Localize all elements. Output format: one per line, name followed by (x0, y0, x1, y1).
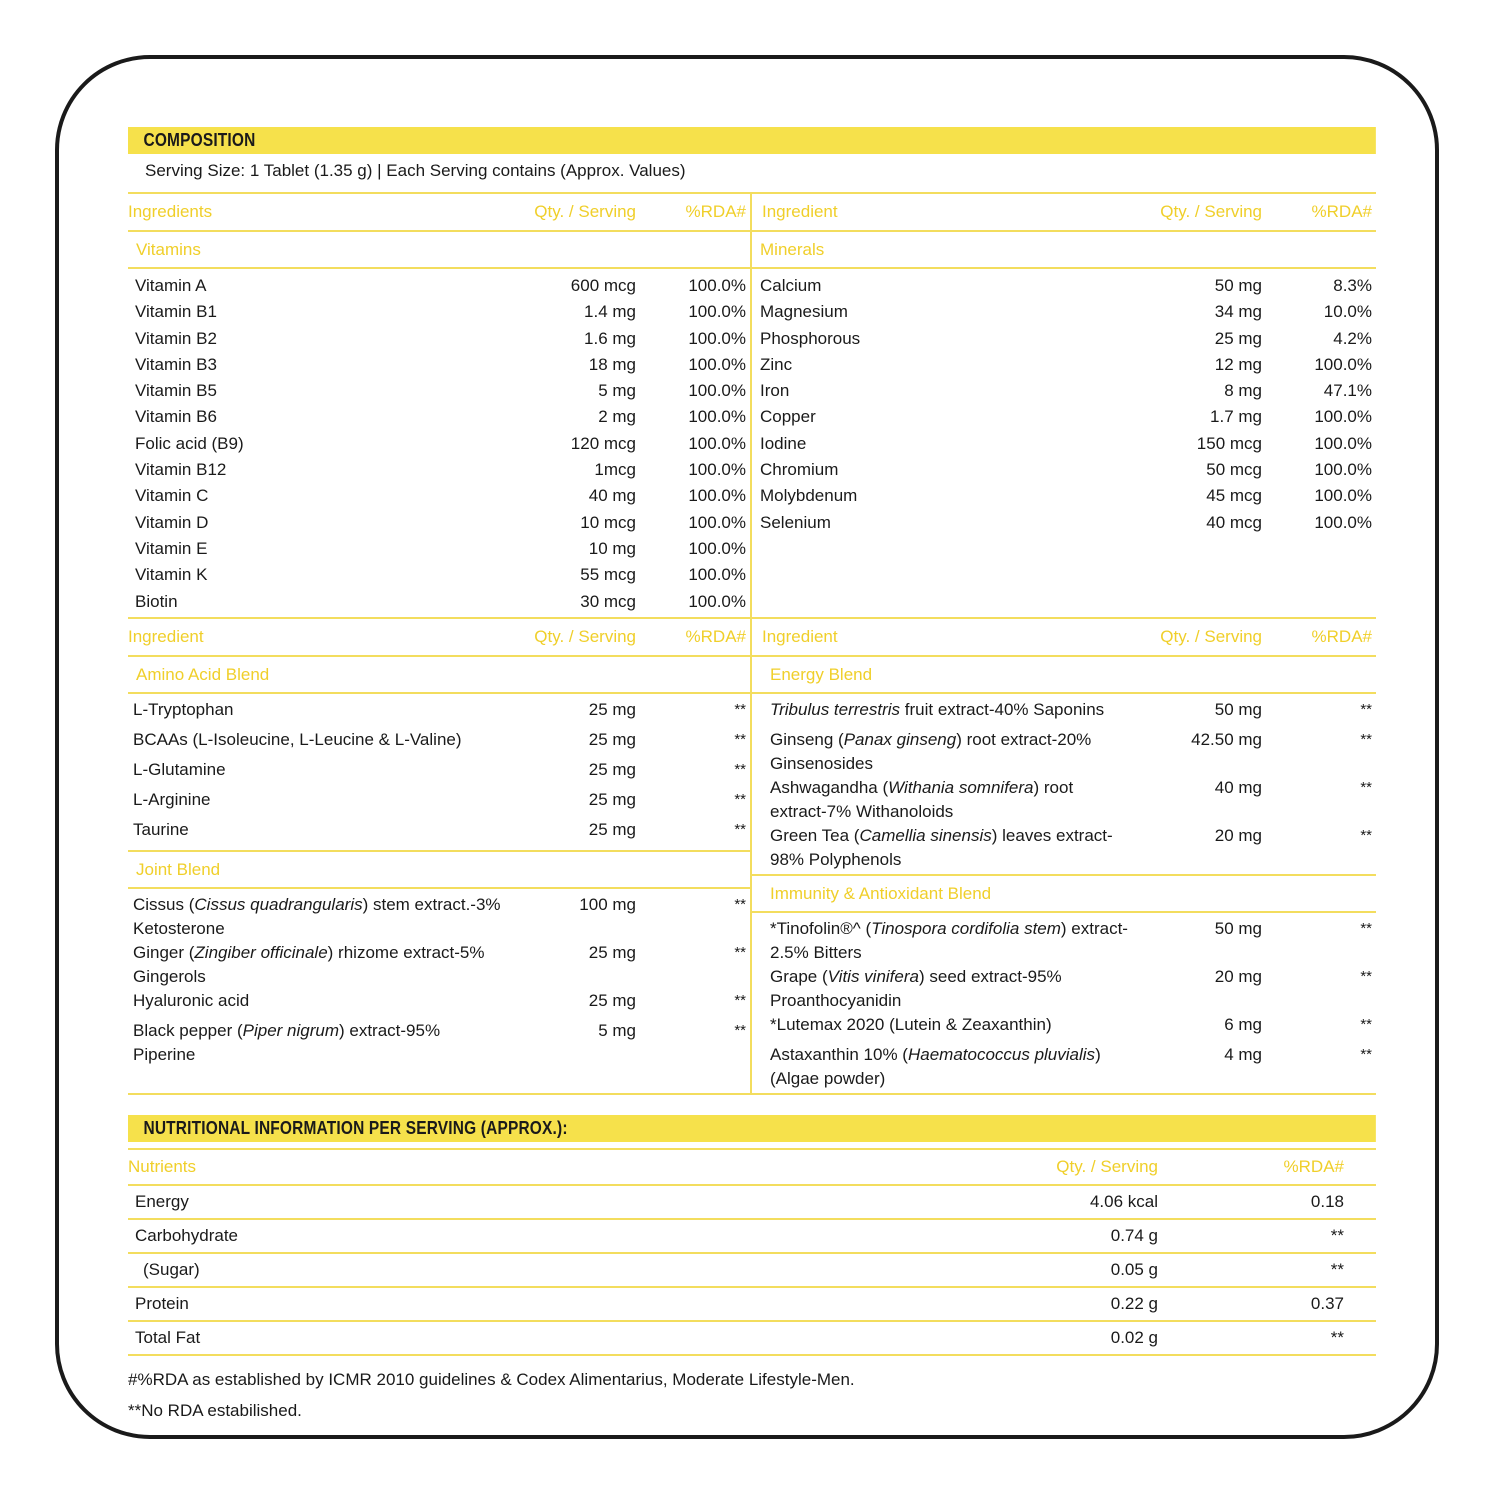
ingredient-name-post: ) root extract-20% Ginsenosides (770, 729, 1092, 773)
ingredient-rda: 4.2% (1333, 328, 1372, 348)
ingredient-qty: 25 mg (588, 759, 636, 779)
ingredient-botanical: Haematococcus pluvialis (907, 1044, 1096, 1064)
ingredient-qty: 20 mg (1214, 966, 1262, 986)
ingredient-name: Selenium (760, 512, 831, 532)
ingredient-rda: 100.0% (688, 354, 746, 374)
nutrient-rda: ** (1330, 1259, 1344, 1279)
ingredient-rda: 100.0% (688, 591, 746, 611)
minerals-section: Minerals (752, 232, 1376, 269)
ingredient-qty: 4 mg (1224, 1044, 1262, 1064)
nutrition-divider (128, 1142, 1376, 1150)
table-row (128, 728, 750, 758)
blends-right-header (752, 619, 1376, 657)
table-row (128, 758, 750, 788)
minerals-header (752, 194, 1376, 232)
ingredient-qty: 18 mg (588, 354, 636, 374)
ingredient-botanical: Cissus quadrangularis (194, 894, 363, 914)
table-row (128, 404, 750, 430)
ingredient-rda: 100.0% (688, 538, 746, 558)
nutrient-rda: ** (1330, 1327, 1344, 1347)
ingredient-qty: 600 mcg (570, 276, 636, 295)
ingredient-rda: 100.0% (1314, 460, 1372, 480)
table-row (128, 1254, 1376, 1288)
ingredient-name-pre: Ginseng ( (770, 729, 844, 749)
ingredient-name: Vitamin B12 (135, 460, 227, 480)
ingredient-name: Calcium (760, 276, 822, 295)
ingredient-name: Molybdenum (760, 486, 858, 506)
ingredient-name: Vitamin E (135, 538, 208, 558)
header-qty: Qty. / Serving (534, 626, 636, 646)
ingredient-rda: 100.0% (688, 276, 746, 295)
composition-bar-wrap (128, 127, 1376, 154)
ingredient-qty: 1.4 mg (584, 302, 636, 322)
ingredient-name: Vitamin B5 (135, 381, 217, 401)
vitamin-mineral-table (128, 194, 1376, 619)
header-rda: %RDA# (1311, 202, 1372, 221)
ingredient-rda: 100.0% (1314, 354, 1372, 374)
table-row (128, 326, 750, 352)
ingredient-qty: 25 mg (1214, 328, 1262, 348)
table-row (752, 965, 1376, 1013)
ingredient-name: Vitamin B1 (135, 302, 217, 322)
table-row (128, 536, 750, 562)
header-ingredient: Ingredient (762, 202, 838, 221)
table-row (752, 1043, 1376, 1091)
table-row (128, 589, 750, 615)
ingredient-name (770, 728, 1142, 776)
ingredient-name (770, 698, 1142, 728)
ingredient-rda: 47.1% (1323, 381, 1372, 401)
ingredient-qty: 40 mg (588, 486, 636, 506)
table-row (752, 299, 1376, 325)
ingredient-qty: 100 mg (579, 894, 636, 914)
ingredient-qty: 1.6 mg (584, 328, 636, 348)
vitamins-header (128, 194, 750, 232)
ingredient-rda: ** (1360, 826, 1372, 844)
header-rda: %RDA# (1311, 626, 1372, 646)
table-row (752, 728, 1376, 776)
ingredient-name-post: ) rhizome extract-5% Gingerols (133, 942, 485, 986)
ingredient-qty: 42.50 mg (1191, 729, 1262, 749)
blends-right-column (752, 619, 1376, 1093)
ingredient-name-pre: Cissus ( (133, 894, 195, 914)
ingredient-name: L-Arginine (133, 789, 211, 809)
table-row (752, 510, 1376, 536)
ingredient-rda: 100.0% (688, 565, 746, 585)
ingredient-rda: 8.3% (1333, 276, 1372, 295)
ingredient-rda: ** (734, 700, 746, 718)
header-ingredient: Ingredients (128, 202, 213, 221)
table-row (752, 352, 1376, 378)
header-nutrients: Nutrients (128, 1156, 197, 1176)
ingredient-name-pre: Grape ( (770, 966, 828, 986)
ingredient-name (770, 1013, 1142, 1043)
ingredient-name (770, 965, 1142, 1013)
ingredient-name-post: fruit extract-40% Saponins (900, 699, 1105, 719)
ingredient-qty: 5 mg (598, 381, 636, 401)
blends-table (128, 619, 1376, 1095)
blends-left-column (128, 619, 752, 1093)
ingredient-qty: 6 mg (1224, 1014, 1262, 1034)
spacer (128, 1095, 1376, 1115)
table-row (128, 1288, 1376, 1322)
table-row (128, 299, 750, 325)
nutrient-qty: 0.05 g (1110, 1259, 1158, 1279)
ingredient-qty: 25 mg (588, 942, 636, 962)
ingredient-name: Biotin (135, 591, 178, 611)
table-row (752, 483, 1376, 509)
ingredient-qty: 25 mg (588, 789, 636, 809)
ingredient-qty: 50 mg (1214, 276, 1262, 295)
header-ingredient: Ingredient (128, 626, 204, 646)
table-row (128, 941, 750, 989)
table-row (752, 776, 1376, 824)
ingredient-rda: ** (734, 943, 746, 961)
vitamins-column (128, 194, 752, 617)
ingredient-name: Iodine (760, 433, 807, 453)
ingredient-rda: 100.0% (1314, 433, 1372, 453)
ingredient-rda: ** (1360, 967, 1372, 985)
header-rda: %RDA# (1283, 1156, 1344, 1176)
nutrient-name: Energy (135, 1191, 189, 1211)
ingredient-name-post: ) root extract-7% Withanoloids (770, 777, 1074, 821)
nutrition-bar-wrap (128, 1115, 1376, 1142)
ingredient-qty: 25 mg (588, 819, 636, 839)
table-row (128, 273, 750, 299)
ingredient-qty: 50 mg (1214, 699, 1262, 719)
ingredient-rda: ** (1360, 730, 1372, 748)
ingredient-qty: 50 mg (1214, 918, 1262, 938)
ingredient-name-pre: *Tinofolin®^ ( (770, 918, 872, 938)
footnote-no-rda: **No RDA estabilished. (128, 1400, 302, 1420)
ingredient-qty: 12 mg (1214, 354, 1262, 374)
nutrient-qty: 0.02 g (1110, 1327, 1158, 1347)
ingredient-name-post: ) extract-2.5% Bitters (770, 918, 1128, 962)
ingredient-rda: 100.0% (688, 512, 746, 532)
joint-rows (128, 889, 750, 1089)
composition-title: COMPOSITION (128, 127, 1376, 154)
ingredient-rda: ** (734, 895, 746, 913)
table-row (128, 818, 750, 848)
ingredient-name (770, 917, 1142, 965)
ingredient-name: Chromium (760, 460, 839, 480)
ingredient-botanical: Panax ginseng (843, 729, 957, 749)
table-row (128, 1322, 1376, 1356)
table-row (128, 893, 750, 941)
nutrient-rda: 0.18 (1310, 1191, 1344, 1211)
minerals-rows (752, 269, 1376, 538)
ingredient-rda: ** (734, 790, 746, 808)
ingredient-qty: 40 mg (1214, 777, 1262, 797)
nutrient-qty: 0.74 g (1110, 1225, 1158, 1245)
ingredient-rda: ** (734, 820, 746, 838)
ingredient-rda: 100.0% (688, 460, 746, 480)
footnotes (128, 1356, 1376, 1426)
ingredient-rda: 100.0% (688, 433, 746, 453)
ingredient-rda: 100.0% (688, 407, 746, 427)
nutrient-qty: 4.06 kcal (1089, 1191, 1158, 1211)
ingredient-name: Taurine (133, 819, 189, 839)
ingredient-rda: 100.0% (1314, 486, 1372, 506)
table-row (128, 352, 750, 378)
ingredient-name-post: ) leaves extract-98% Polyphenols (770, 825, 1113, 869)
ingredient-name: Zinc (760, 354, 793, 374)
table-row (752, 457, 1376, 483)
ingredient-rda: ** (1360, 1015, 1372, 1033)
immunity-section: Immunity & Antioxidant Blend (752, 876, 1376, 913)
table-row (128, 1186, 1376, 1220)
nutrient-name: Protein (135, 1293, 189, 1313)
header-qty: Qty. / Serving (1056, 1156, 1158, 1176)
ingredient-name-post: ) extract-95% Piperine (133, 1020, 441, 1064)
nutrient-name: (Sugar) (143, 1259, 200, 1279)
ingredient-name (133, 941, 516, 989)
table-row (128, 510, 750, 536)
header-qty: Qty. / Serving (1160, 626, 1262, 646)
ingredient-botanical: Camellia sinensis (859, 825, 992, 845)
ingredient-rda: ** (1360, 778, 1372, 796)
ingredient-qty: 30 mcg (580, 591, 636, 611)
supplement-label (128, 127, 1376, 1426)
table-row (128, 788, 750, 818)
ingredient-rda: 100.0% (688, 381, 746, 401)
ingredient-rda: 100.0% (688, 486, 746, 506)
ingredient-name-pre: Green Tea ( (770, 825, 860, 845)
table-row (128, 562, 750, 588)
ingredient-name: Vitamin K (135, 565, 208, 585)
ingredient-rda: 100.0% (688, 328, 746, 348)
ingredient-name: Vitamin A (135, 276, 207, 295)
table-row (128, 1220, 1376, 1254)
ingredient-qty: 25 mg (588, 990, 636, 1010)
header-rda: %RDA# (685, 202, 746, 221)
ingredient-qty: 55 mcg (580, 565, 636, 585)
table-row (752, 273, 1376, 299)
ingredient-name: L-Tryptophan (133, 699, 234, 719)
ingredient-name: Magnesium (760, 302, 848, 322)
table-row (752, 824, 1376, 872)
ingredient-botanical: Tinospora cordifolia stem (871, 918, 1061, 938)
ingredient-name-post: ) (Algae powder) (770, 1044, 1101, 1088)
nutrient-name: Carbohydrate (135, 1225, 239, 1245)
ingredient-botanical: Piper nigrum (242, 1020, 339, 1040)
ingredient-name: Phosphorous (760, 328, 861, 348)
ingredient-name: Vitamin D (135, 512, 209, 532)
ingredient-name (770, 1043, 1142, 1091)
ingredient-rda: 10.0% (1323, 302, 1372, 322)
ingredient-botanical: Withania somnifera (888, 777, 1034, 797)
ingredient-name-pre: Hyaluronic acid (133, 990, 250, 1010)
nutrition-title: NUTRITIONAL INFORMATION PER SERVING (APPROX.): (128, 1115, 1376, 1142)
table-row (752, 917, 1376, 965)
ingredient-name-pre: *Lutemax 2020 (Lutein & Zeaxanthin) (770, 1014, 1052, 1034)
table-row (128, 698, 750, 728)
ingredient-name: Copper (760, 407, 816, 427)
ingredient-name: Vitamin B2 (135, 328, 217, 348)
ingredient-name: Folic acid (B9) (135, 433, 244, 453)
ingredient-qty: 10 mcg (580, 512, 636, 532)
amino-rows (128, 694, 750, 852)
ingredient-rda: 100.0% (1314, 512, 1372, 532)
ingredient-name-pre: Ashwagandha ( (770, 777, 889, 797)
ingredient-name-pre: Ginger ( (133, 942, 195, 962)
nutrient-rda: 0.37 (1310, 1293, 1344, 1313)
ingredient-name (133, 893, 516, 941)
table-row (752, 326, 1376, 352)
table-row (752, 1013, 1376, 1043)
ingredient-botanical: Tribulus terrestris (770, 699, 901, 719)
nutrition-rows (128, 1186, 1376, 1356)
footnote-rda: #%RDA as established by ICMR 2010 guidelines & Codex Alimentarius, Moderate Lifestyle-Men. (128, 1369, 855, 1389)
ingredient-rda: ** (1360, 700, 1372, 718)
serving-size: Serving Size: 1 Tablet (1.35 g) | Each Serving contains (Approx. Values) (128, 154, 1376, 194)
amino-section: Amino Acid Blend (128, 657, 750, 694)
ingredient-qty: 20 mg (1214, 825, 1262, 845)
ingredient-qty: 150 mcg (1196, 433, 1262, 453)
nutrient-rda: ** (1330, 1225, 1344, 1245)
blends-left-header (128, 619, 750, 657)
ingredient-qty: 1mcg (594, 460, 636, 480)
ingredient-qty: 34 mg (1214, 302, 1262, 322)
energy-section: Energy Blend (752, 657, 1376, 694)
ingredient-botanical: Zingiber officinale (194, 942, 328, 962)
table-row (752, 698, 1376, 728)
joint-section: Joint Blend (128, 852, 750, 889)
nutrition-header (128, 1150, 1376, 1186)
ingredient-name (133, 1019, 516, 1067)
ingredient-name (770, 824, 1142, 872)
nutrient-name: Total Fat (135, 1327, 201, 1347)
header-qty: Qty. / Serving (1160, 202, 1262, 221)
ingredient-rda: ** (1360, 919, 1372, 937)
ingredient-name-pre: Black pepper ( (133, 1020, 243, 1040)
ingredient-name: Vitamin C (135, 486, 209, 506)
ingredient-rda: 100.0% (1314, 407, 1372, 427)
ingredient-name: BCAAs (L-Isoleucine, L-Leucine & L-Valine) (133, 729, 462, 749)
ingredient-qty: 1.7 mg (1210, 407, 1262, 427)
ingredient-qty: 10 mg (588, 538, 636, 558)
table-row (128, 1019, 750, 1067)
ingredient-name: Vitamin B3 (135, 354, 217, 374)
ingredient-botanical: Vitis vinifera (827, 966, 919, 986)
table-row (128, 483, 750, 509)
ingredient-qty: 25 mg (588, 729, 636, 749)
ingredient-qty: 8 mg (1224, 381, 1262, 401)
table-row (752, 404, 1376, 430)
table-row (752, 378, 1376, 404)
ingredient-rda: ** (1360, 1045, 1372, 1063)
ingredient-name-post: ) stem extract.-3% Ketosterone (133, 894, 501, 938)
ingredient-name (133, 989, 516, 1019)
nutrient-qty: 0.22 g (1110, 1293, 1158, 1313)
ingredient-name: Iron (760, 381, 790, 401)
ingredient-qty: 40 mcg (1206, 512, 1262, 532)
ingredient-rda: ** (734, 991, 746, 1009)
ingredient-rda: ** (734, 1021, 746, 1039)
ingredient-name: Vitamin B6 (135, 407, 217, 427)
immunity-rows (752, 913, 1376, 1093)
ingredient-rda: ** (734, 760, 746, 778)
minerals-column (752, 194, 1376, 617)
ingredient-rda: 100.0% (688, 302, 746, 322)
ingredient-name-pre: Astaxanthin 10% ( (770, 1044, 908, 1064)
ingredient-qty: 120 mcg (570, 433, 636, 453)
table-row (128, 378, 750, 404)
table-row (128, 989, 750, 1019)
ingredient-qty: 45 mcg (1206, 486, 1262, 506)
ingredient-name: L-Glutamine (133, 759, 226, 779)
ingredient-rda: ** (734, 730, 746, 748)
vitamins-rows (128, 269, 750, 617)
header-qty: Qty. / Serving (534, 202, 636, 221)
ingredient-qty: 25 mg (588, 699, 636, 719)
ingredient-qty: 50 mcg (1206, 460, 1262, 480)
ingredient-qty: 2 mg (598, 407, 636, 427)
header-ingredient: Ingredient (762, 626, 838, 646)
ingredient-name (770, 776, 1142, 824)
ingredient-name-post: ) seed extract-95% Proanthocyanidin (770, 966, 1062, 1010)
header-rda: %RDA# (685, 626, 746, 646)
ingredient-qty: 5 mg (598, 1020, 636, 1040)
energy-rows (752, 694, 1376, 876)
table-row (128, 431, 750, 457)
table-row (128, 457, 750, 483)
vitamins-section: Vitamins (128, 232, 750, 269)
table-row (752, 431, 1376, 457)
